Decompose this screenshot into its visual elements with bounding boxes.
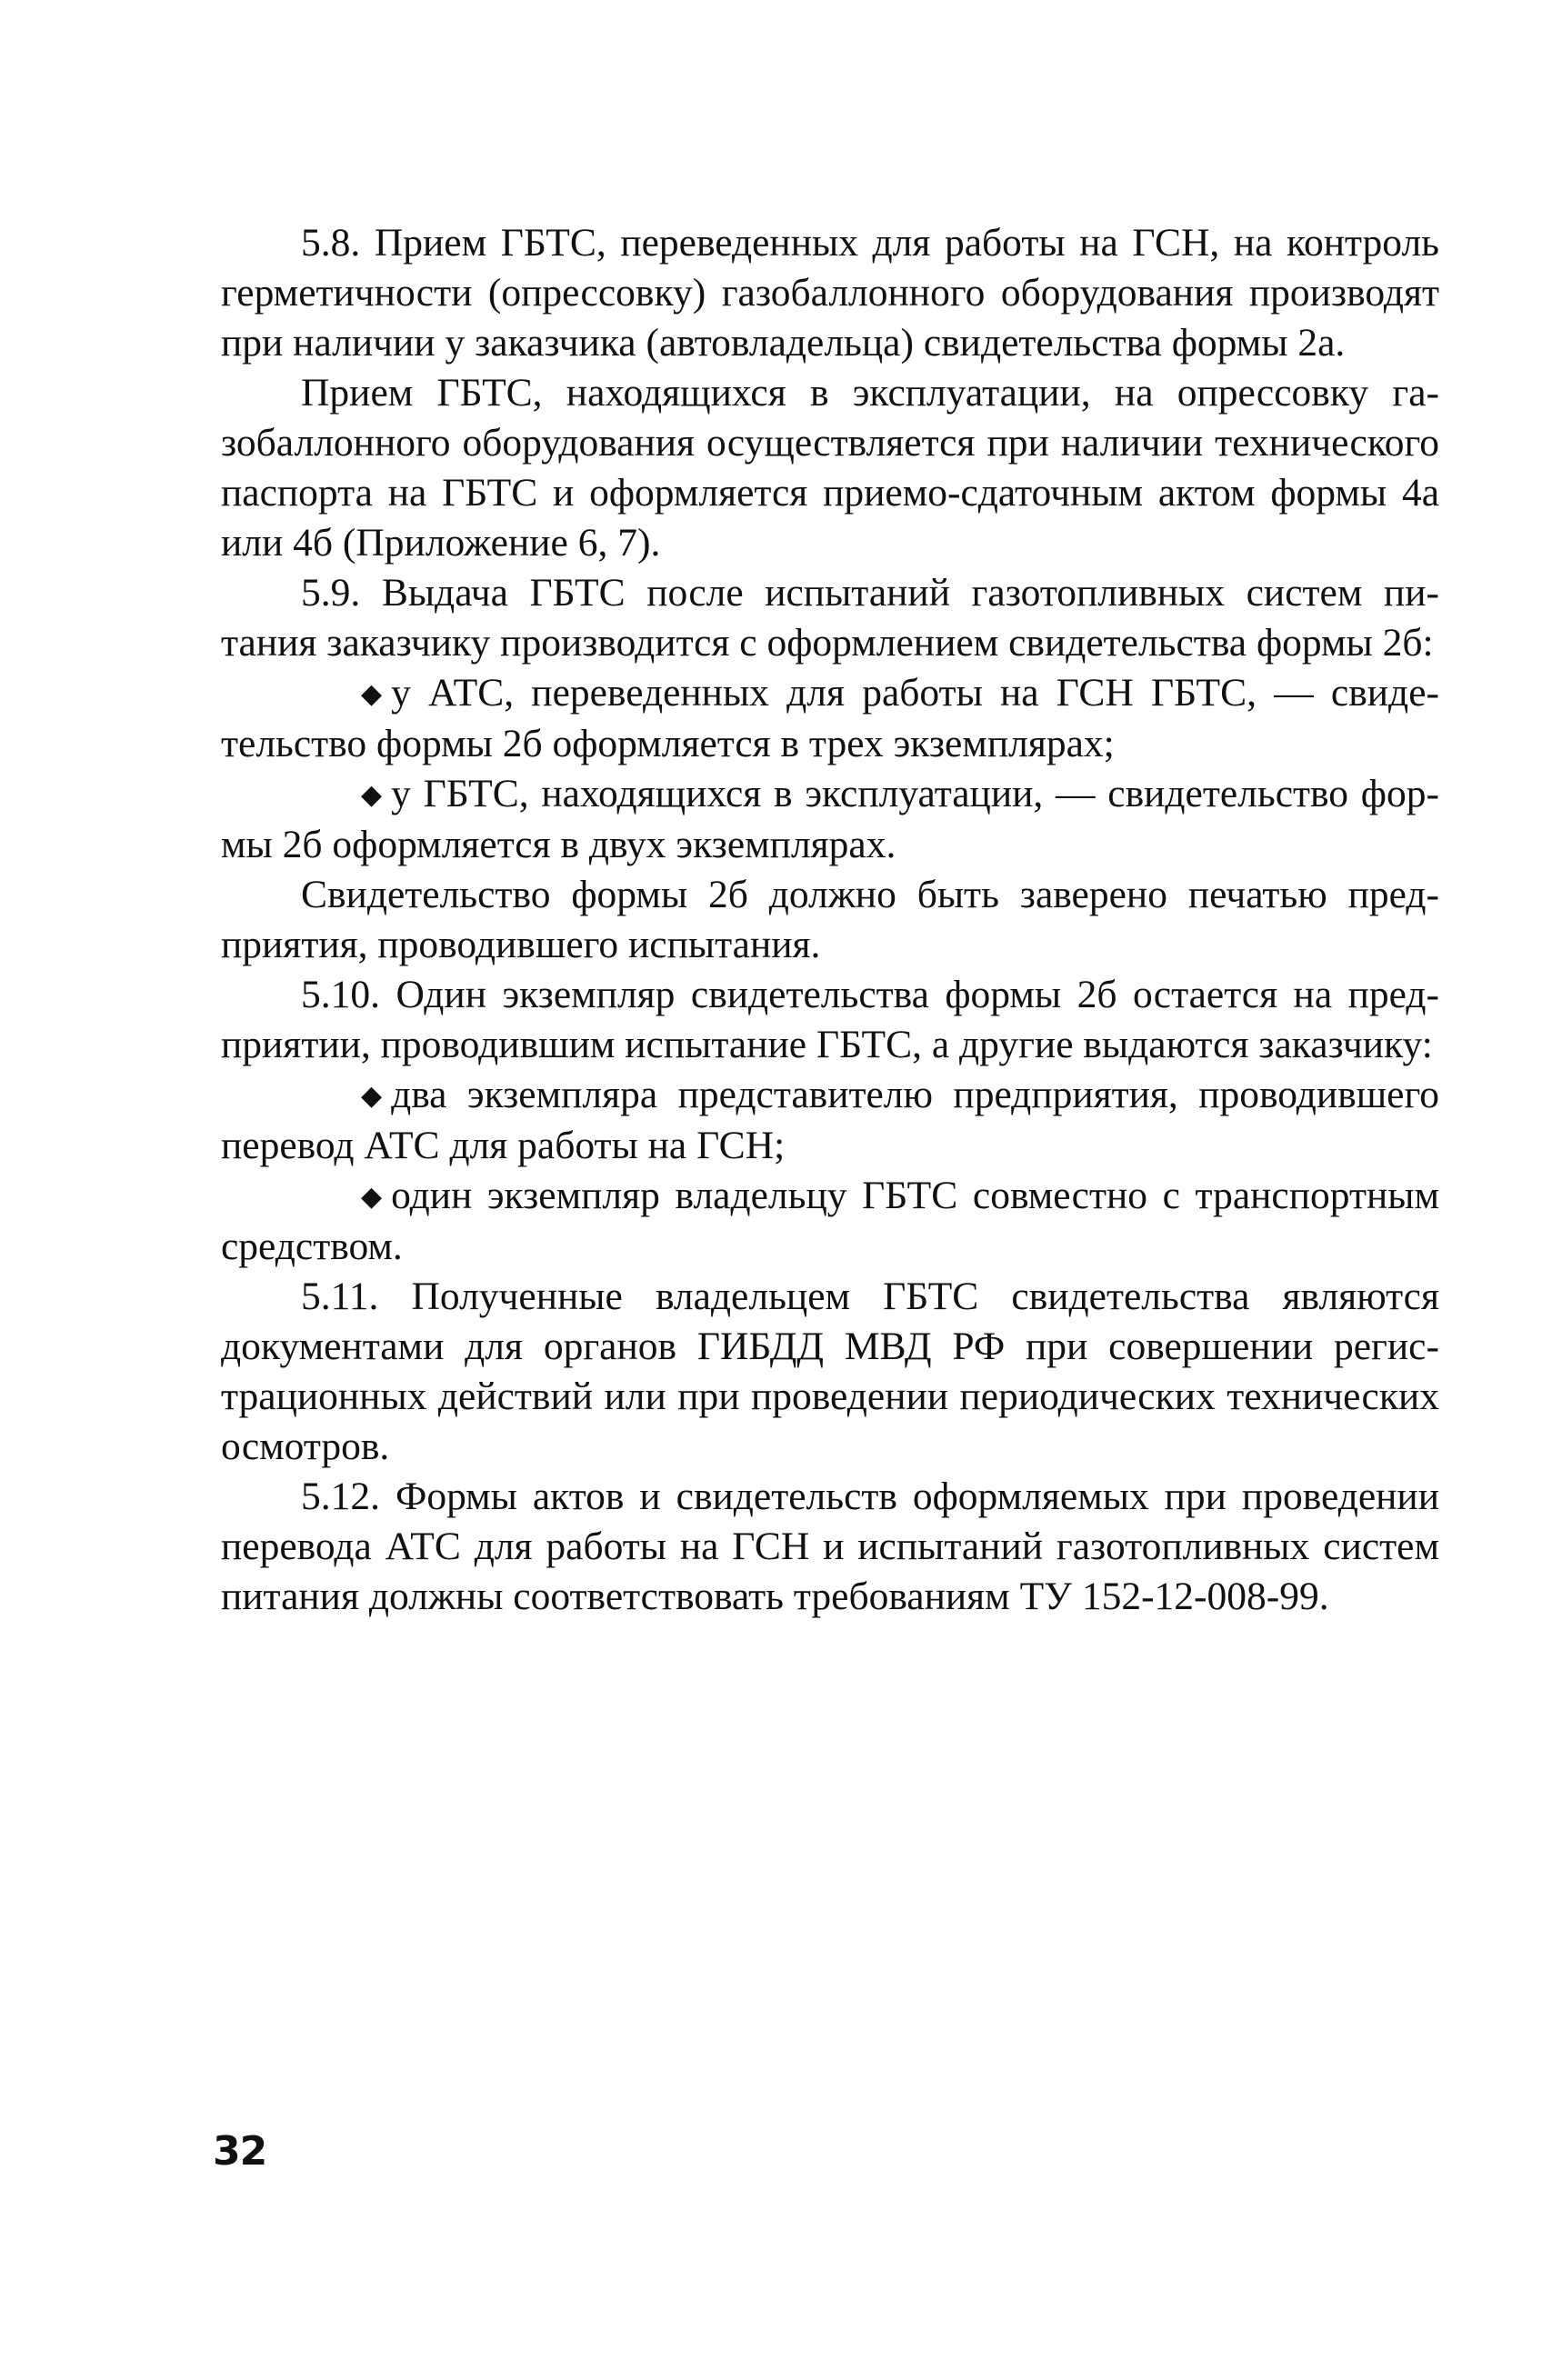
bullet-item-text: один экземпляр владельцу ГБТС совместно с транспортным средством. (221, 1174, 1439, 1268)
paragraph-5-9: 5.9. Выдача ГБТС после испытаний газотопливных систем питания заказчику производится с оформлением свидетельства формы 2б: (221, 571, 1439, 665)
paragraph-5-12: 5.12. Формы актов и свидетельств оформляемых при проведении перевода АТС для работы на ГСН и испытаний газотопливных систем питания должны соответствовать требованиям ТУ 152-12-008-99. (221, 1475, 1439, 1618)
diamond-bullet-icon: ◆ (361, 679, 383, 709)
paragraph-5-8: 5.8. Прием ГБТС, переведенных для работы на ГСН, на контроль герметичности (опрессовку) газобаллонного оборудования производят при наличии у заказчика (автовладельца) свидетельства формы 2а. (221, 221, 1439, 365)
diamond-bullet-icon: ◆ (361, 780, 383, 810)
bullet-item-4 (221, 1171, 1439, 1272)
bullet-item-2 (221, 769, 1439, 870)
bullet-item-1 (221, 668, 1439, 769)
diamond-bullet-icon: ◆ (361, 1182, 383, 1212)
paragraph-5-10: 5.10. Один экземпляр свидетельства формы 2б остается на предприятии, проводившим испытание ГБТС, а другие выдаются заказчику: (221, 973, 1439, 1066)
bullet-item-3 (221, 1070, 1439, 1171)
page-number: 32 (213, 2128, 267, 2175)
paragraph-acceptance-in-operation: Прием ГБТС, находящихся в эксплуатации, на опрессовку газобаллонного оборудования осуществляется при наличии технического паспорта на ГБТС и оформляется приемо-сдаточным актом формы 4а или 4б (Приложение 6, 7). (221, 371, 1439, 565)
bullet-item-text: два экземпляра представителю предприятия, проводившего перевод АТС для работы на ГСН; (221, 1073, 1439, 1167)
diamond-bullet-icon: ◆ (361, 1081, 383, 1111)
bullet-item-text: у АТС, переведенных для работы на ГСН ГБТС, — свидетельство формы 2б оформляется в трех экземплярах; (221, 671, 1439, 765)
bullet-item-text: у ГБТС, находящихся в эксплуатации, — свидетельство формы 2б оформляется в двух экземплярах. (221, 772, 1439, 866)
paragraph-certificate-seal: Свидетельство формы 2б должно быть заверено печатью предприятия, проводившего испытания. (221, 873, 1439, 966)
page-body (221, 218, 1439, 1622)
paragraph-5-11: 5.11. Полученные владельцем ГБТС свидетельства являются документами для органов ГИБДД МВД РФ при совершении регистрационных действий или при проведении периодических технических осмотров. (221, 1275, 1439, 1468)
